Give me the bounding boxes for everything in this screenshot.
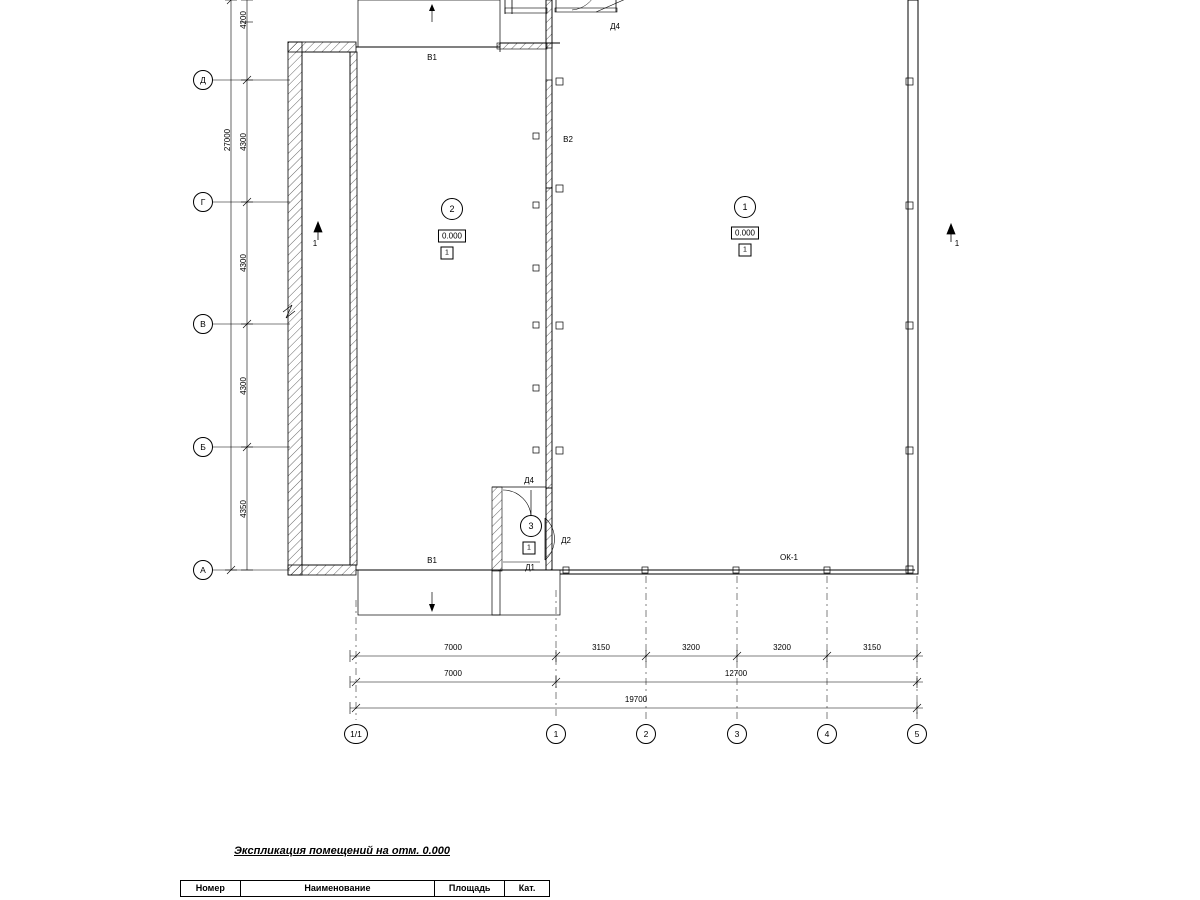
- upper-room-outline: [358, 0, 500, 47]
- table-header-row: [181, 881, 550, 897]
- axis-bubble-b[interactable]: Б: [193, 437, 213, 457]
- category-flag-room-3: 1: [523, 542, 536, 555]
- room-number-1[interactable]: 1: [734, 196, 756, 218]
- door-label-d4-top: Д4: [610, 22, 620, 31]
- dim-horiz-3150-a: 3150: [592, 643, 610, 652]
- col-header-area: Площадь: [435, 881, 505, 897]
- room-number-3[interactable]: 3: [520, 515, 542, 537]
- building-outline: [356, 0, 918, 574]
- explication-title: Экспликация помещений на отм. 0.000: [234, 845, 450, 857]
- category-flag-room-2: 1: [441, 247, 454, 260]
- category-flag-room-1: 1: [739, 244, 752, 257]
- explication-table-wrap: [180, 880, 550, 897]
- dim-vert-4300-3: 4300: [239, 377, 248, 395]
- door-label-d2: Д2: [561, 536, 571, 545]
- opening-label-v2: В2: [563, 135, 573, 144]
- dim-horiz-3200-a: 3200: [682, 643, 700, 652]
- level-mark-room-1: 0.000: [731, 227, 759, 240]
- axis-bubble-g[interactable]: Г: [193, 192, 213, 212]
- dim-horiz-7000-a: 7000: [444, 643, 462, 652]
- top-right-door-d4: [505, 0, 628, 14]
- room-number-2[interactable]: 2: [441, 198, 463, 220]
- axis-bubble-a[interactable]: А: [193, 560, 213, 580]
- dim-horiz-3150-b: 3150: [863, 643, 881, 652]
- dim-vert-4350: 4350: [239, 500, 248, 518]
- section-marks: [314, 222, 955, 242]
- left-exterior-wall: [288, 42, 357, 575]
- opening-label-v1-top: В1: [427, 53, 437, 62]
- dim-vert-4300-1: 4300: [239, 133, 248, 151]
- dim-horiz-mid-7000: 7000: [444, 669, 462, 678]
- door-label-d4-mid: Д4: [524, 476, 534, 485]
- vertical-dimension-chain: [225, 0, 253, 574]
- axis-bubble-1-1[interactable]: 1/1: [344, 724, 368, 744]
- lower-room-outline: [358, 570, 560, 615]
- axis-bubble-2[interactable]: 2: [636, 724, 656, 744]
- opening-label-v1-bottom: В1: [427, 556, 437, 565]
- dim-horiz-mid-12700: 12700: [724, 669, 748, 678]
- col-header-number: Номер: [181, 881, 241, 897]
- col-header-cat: Кат.: [505, 881, 550, 897]
- door-label-d1: Д1: [525, 563, 535, 572]
- explication-table: [180, 880, 550, 897]
- section-mark-label-left: 1: [312, 239, 318, 248]
- vertical-axis-lines: [213, 80, 295, 570]
- columns: [533, 78, 913, 573]
- dim-horiz-3200-b: 3200: [773, 643, 791, 652]
- axis-bubble-d[interactable]: Д: [193, 70, 213, 90]
- col-header-name: Наименование: [240, 881, 435, 897]
- section-mark-label-right: 1: [954, 239, 960, 248]
- axis-bubble-1[interactable]: 1: [546, 724, 566, 744]
- level-mark-room-2: 0.000: [438, 230, 466, 243]
- dim-horiz-total-19700: 19700: [624, 695, 648, 704]
- dim-vert-4300-2: 4300: [239, 254, 248, 272]
- window-label-ok1: ОК-1: [780, 553, 798, 562]
- axis-bubble-5[interactable]: 5: [907, 724, 927, 744]
- dim-vert-total-27000: 27000: [223, 128, 232, 152]
- axis-bubble-4[interactable]: 4: [817, 724, 837, 744]
- axis-bubble-v[interactable]: В: [193, 314, 213, 334]
- dim-vert-4200: 4200: [239, 11, 248, 29]
- axis-bubble-3[interactable]: 3: [727, 724, 747, 744]
